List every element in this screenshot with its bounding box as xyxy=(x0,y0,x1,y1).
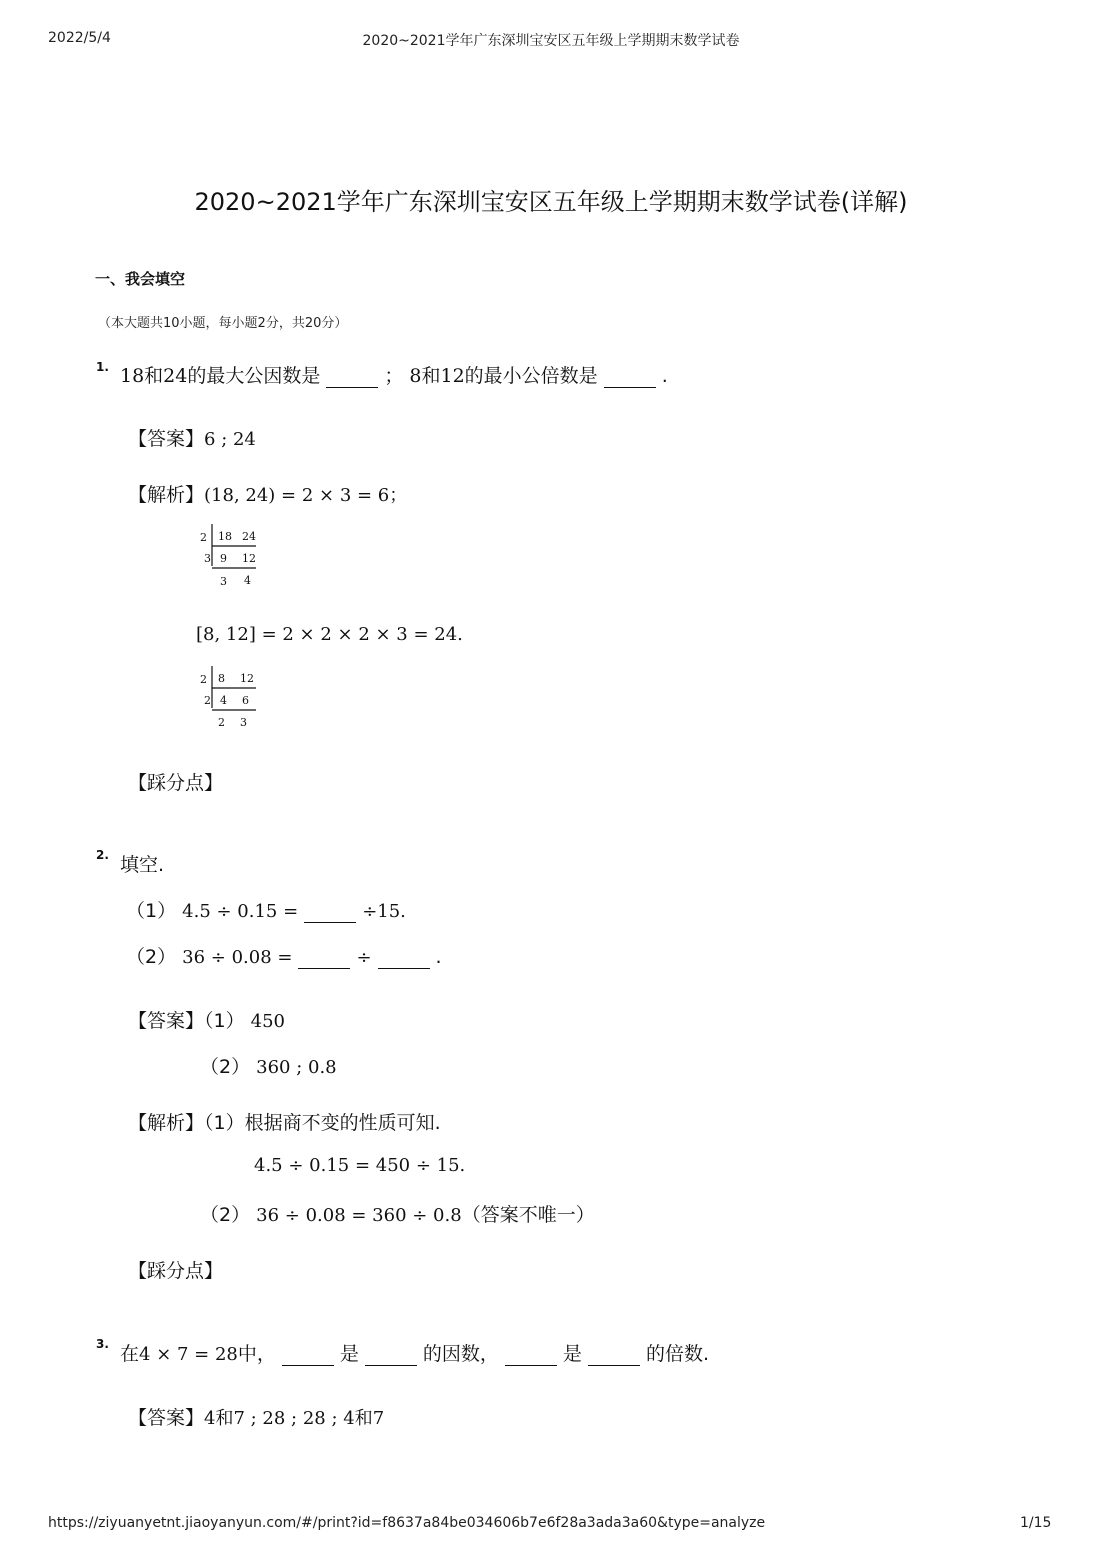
q3-answer-row xyxy=(128,1403,384,1430)
q2-an2-note: （答案不唯一） xyxy=(461,1204,595,1226)
ladder-cell: 24 xyxy=(242,530,256,543)
q2-sub1-tail: ÷15. xyxy=(362,901,406,922)
answer-blank xyxy=(505,1343,557,1366)
q3-t1: 在 xyxy=(120,1343,140,1365)
q2-an1-expr: 4.5 ÷ 0.15 = 450 ÷ 15. xyxy=(254,1155,466,1176)
q2-sub1-expr: 4.5 ÷ 0.15 = xyxy=(182,901,299,922)
ladder-cell: 3 xyxy=(220,575,227,588)
q1-analysis-row xyxy=(128,480,407,507)
question-number: 2. xyxy=(96,848,109,862)
section-title: 一、我会填空 xyxy=(95,270,186,288)
q1-answer: 6 ; 24 xyxy=(204,429,256,450)
answer-label: 【答案】 xyxy=(128,1010,205,1032)
q2-an1-text: 根据商不变的性质可知. xyxy=(244,1112,441,1134)
q3-t4: 的因数， xyxy=(422,1343,499,1365)
question-3-stem xyxy=(120,1339,709,1366)
q2-sub2-label: （2） xyxy=(126,946,177,968)
ladder-cell: 6 xyxy=(242,694,249,707)
q1-answer-row xyxy=(128,424,256,451)
ladder-divisor: 2 xyxy=(200,531,207,544)
answer-blank xyxy=(326,365,378,388)
print-header-title: 2020~2021学年广东深圳宝安区五年级上学期期末数学试卷 xyxy=(362,33,740,49)
question-number: 1. xyxy=(96,360,109,374)
q2-an1-label: （1） xyxy=(204,1112,245,1134)
q2-sub1 xyxy=(126,896,406,923)
answer-blank xyxy=(588,1343,640,1366)
q2-ans1: 450 xyxy=(250,1011,286,1032)
q1-end: . xyxy=(661,365,668,387)
page-number: 1/15 xyxy=(1020,1515,1052,1531)
q2-score-points: 【踩分点】 xyxy=(128,1260,224,1282)
q3-expr: 4 × 7 = 28 xyxy=(139,1344,238,1365)
q1-lcm-ladder xyxy=(196,664,266,734)
question-2-stem: 填空. xyxy=(120,854,165,876)
answer-blank xyxy=(378,946,430,969)
answer-blank xyxy=(304,900,356,923)
q2-answer-row2 xyxy=(200,1052,337,1079)
q1-analysis-line2: [8, 12] = 2 × 2 × 2 × 3 = 24. xyxy=(196,624,463,645)
q2-sub2-div: ÷ xyxy=(356,947,372,968)
q3-answer: 4和7 ; 28 ; 28 ; 4和7 xyxy=(204,1408,385,1429)
q2-sub1-label: （1） xyxy=(126,900,177,922)
q2-sub2-expr: 36 ÷ 0.08 = xyxy=(182,947,293,968)
q2-an2-label: （2） xyxy=(200,1204,251,1226)
q2-an2-expr: 36 ÷ 0.08 = 360 ÷ 0.8 xyxy=(256,1205,462,1226)
ladder-divisor: 2 xyxy=(204,694,211,707)
ladder-divisor: 2 xyxy=(200,673,207,686)
answer-blank xyxy=(282,1343,334,1366)
answer-blank xyxy=(365,1343,417,1366)
q2-answer-row1 xyxy=(128,1006,285,1033)
q1-analysis-line1: (18, 24) = 2 × 3 = 6； xyxy=(204,485,408,506)
ladder-cell: 12 xyxy=(242,552,256,565)
print-date: 2022/5/4 xyxy=(48,30,111,46)
analysis-label: 【解析】 xyxy=(128,1112,205,1134)
question-1-stem xyxy=(120,361,668,388)
ladder-cell: 4 xyxy=(244,574,251,587)
q3-t5: 是 xyxy=(562,1343,582,1365)
section-note: （本大题共10小题，每小题2分，共20分） xyxy=(98,316,348,331)
analysis-label: 【解析】 xyxy=(128,484,205,506)
document-title: 2020~2021学年广东深圳宝安区五年级上学期期末数学试卷(详解) xyxy=(194,188,908,216)
q2-sub2-end: . xyxy=(435,946,442,968)
ladder-cell: 12 xyxy=(240,672,254,685)
q1-gcd-ladder xyxy=(196,522,266,592)
ladder-divisor: 3 xyxy=(204,552,211,565)
q2-analysis-row2 xyxy=(200,1200,595,1227)
q3-t6: 的倍数. xyxy=(645,1343,709,1365)
answer-label: 【答案】 xyxy=(128,428,205,450)
ladder-cell: 4 xyxy=(220,694,227,707)
q3-t3: 是 xyxy=(339,1343,359,1365)
q1-sep: ； xyxy=(384,365,404,387)
q2-sub2 xyxy=(126,942,442,969)
q2-analysis-row1 xyxy=(128,1108,441,1135)
q2-ans2: 360 ; 0.8 xyxy=(256,1057,337,1078)
print-url: https://ziyuanyetnt.jiaoyanyun.com/#/print?id=f8637a84be034606b7e6f28a3ada3a60&type=analyze xyxy=(48,1515,766,1531)
q2-ans2-label: （2） xyxy=(200,1056,251,1078)
question-number: 3. xyxy=(96,1337,109,1351)
answer-blank xyxy=(604,365,656,388)
ladder-cell: 18 xyxy=(218,530,232,543)
answer-label: 【答案】 xyxy=(128,1407,205,1429)
ladder-cell: 9 xyxy=(220,552,227,565)
ladder-cell: 3 xyxy=(240,716,247,729)
q3-t2: 中， xyxy=(237,1343,276,1365)
answer-blank xyxy=(298,946,350,969)
q1-part-a: 18和24的最大公因数是 xyxy=(120,365,321,387)
ladder-cell: 2 xyxy=(218,716,225,729)
q1-part-b: 8和12的最小公倍数是 xyxy=(409,365,598,387)
q1-score-points: 【踩分点】 xyxy=(128,772,224,794)
ladder-cell: 8 xyxy=(218,672,225,685)
q2-ans1-label: （1） xyxy=(204,1010,245,1032)
